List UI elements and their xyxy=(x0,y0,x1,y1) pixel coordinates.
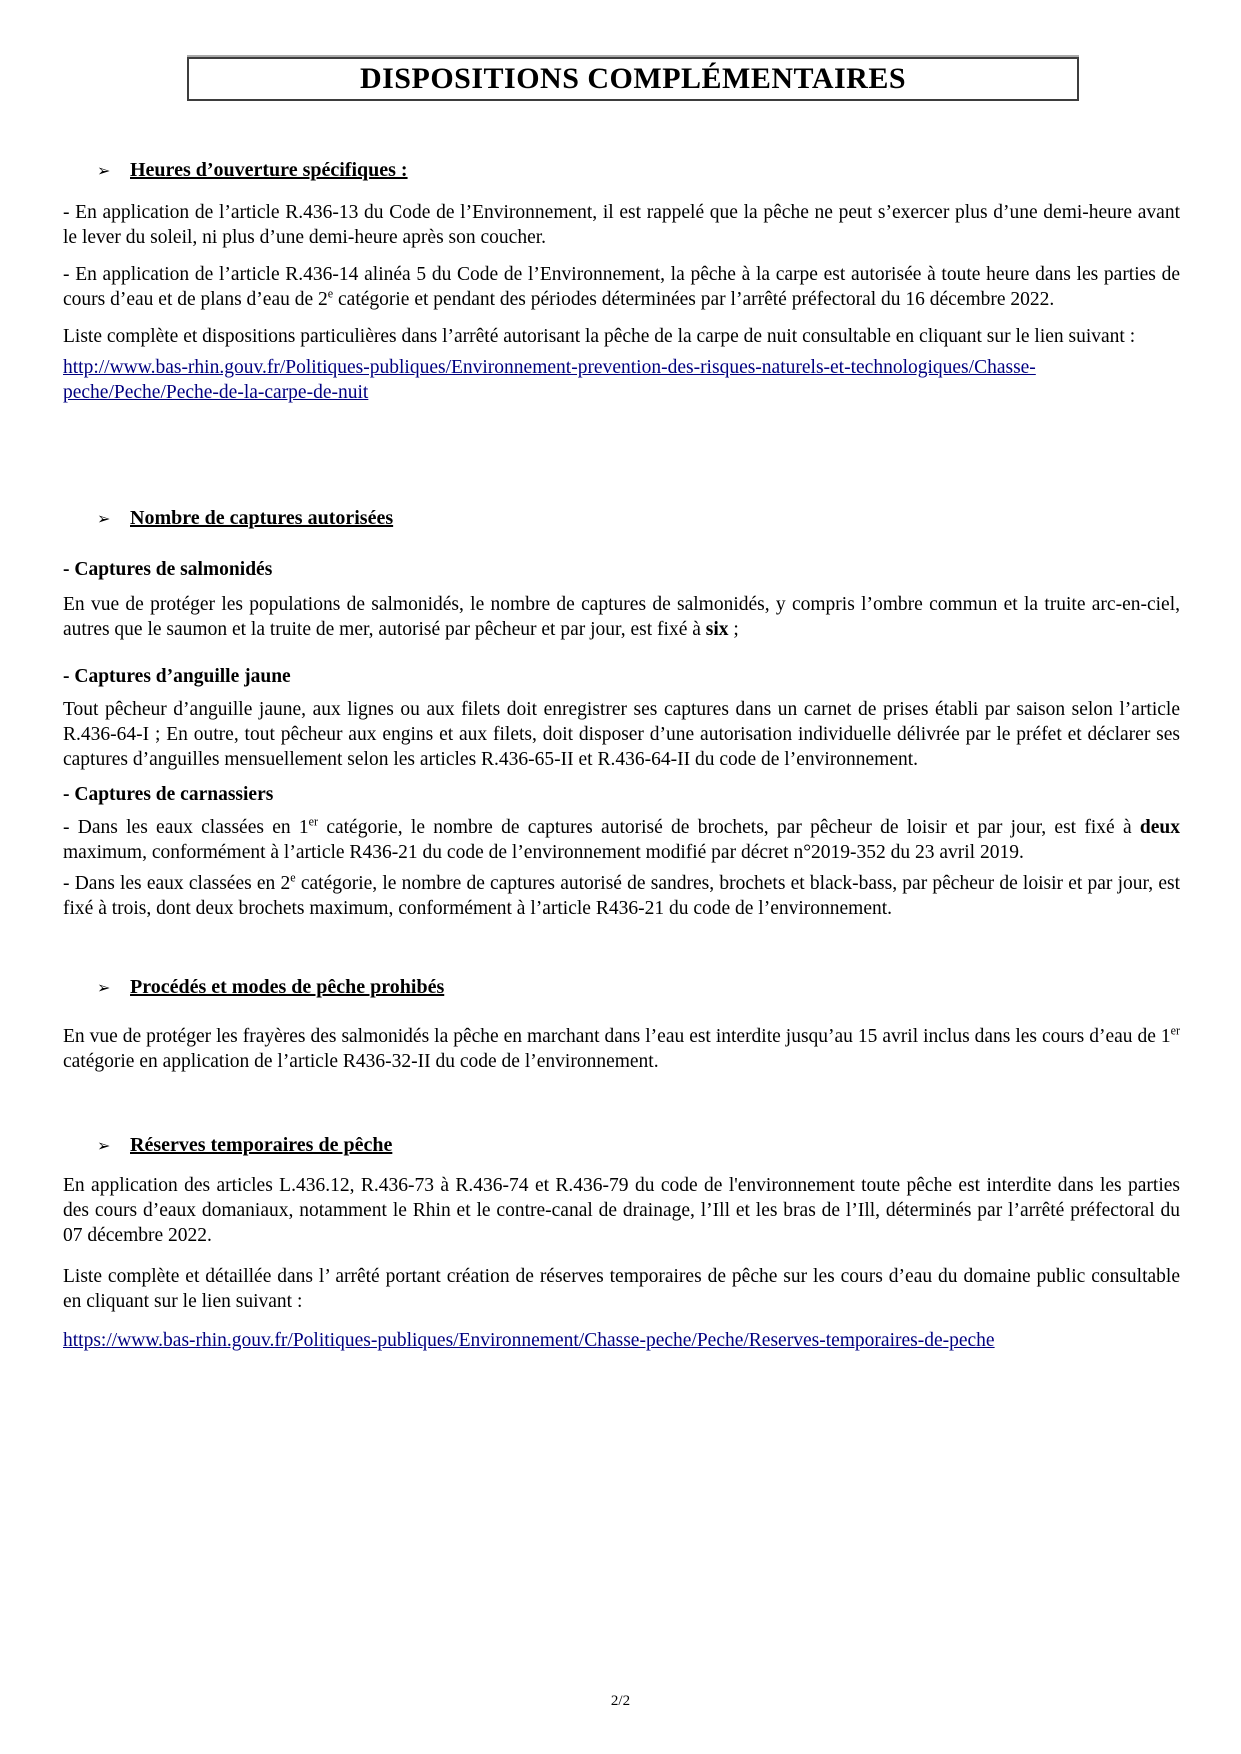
subheading-captures-anguille xyxy=(63,664,1180,689)
paragraph-text: ; xyxy=(728,619,739,640)
document-title: DISPOSITIONS COMPLÉMENTAIRES xyxy=(359,62,907,95)
ordinal-superscript: er xyxy=(308,814,319,829)
paragraph-text: catégorie, le nombre de captures autorisé de sandres, brochets et black-bass, par pêcheur de loisir et par jour, est fixé à trois, dont deux brochets maximum, conformément à l’article R436-21 du code de l’environnement. xyxy=(63,873,1181,919)
paragraph-text: - En application de l’article R.436-14 alinéa 5 du Code de l’Environnement, la pêche à la carpe est autorisée à toute heure dans les parties de cours d’eau et de plans d’eau de 2 xyxy=(63,264,1180,310)
paragraph-carnassiers-2e-categorie xyxy=(63,871,1180,921)
paragraph-text: maximum, conformément à l’article R436-21 du code de l’environnement modifié par décret n°2019-352 du 23 avril 2019. xyxy=(63,842,1024,863)
bold-deux: deux xyxy=(1139,817,1181,838)
paragraph-frayeres xyxy=(63,1024,1180,1074)
section-heading-text: Heures d’ouverture spécifiques : xyxy=(130,159,408,181)
paragraph-text: - En application de l’article R.436-13 du Code de l’Environnement, il est rappelé que la pêche ne peut s’exercer plus d’une demi-heure avant le lever du soleil, ni plus d’une demi-heure après son coucher. xyxy=(63,202,1180,248)
arrow-bullet-icon: ➢ xyxy=(97,978,111,997)
arrow-bullet-icon: ➢ xyxy=(97,161,111,180)
paragraph-text: Tout pêcheur d’anguille jaune, aux lignes ou aux filets doit enregistrer ses captures dans un carnet de prises établi par saison selon l’article R.436-64-I ; En outre, tout pêcheur aux engins et aux filets, doit disposer d’une autorisation individuelle délivrée par le préfet et déclarer ses captures d’anguilles mensuellement selon les articles R.436-65-II et R.436-64-II du code de l’environnement. xyxy=(63,699,1180,770)
ordinal-superscript: er xyxy=(1170,1023,1180,1038)
paragraph-reserves xyxy=(63,1173,1180,1248)
section-heading-reserves-temporaires xyxy=(63,1132,1180,1159)
page-number xyxy=(0,1692,1241,1710)
paragraph-text: En vue de protéger les populations de salmonidés, le nombre de captures de salmonidés, y compris l’ombre commun et la truite arc-en-ciel, autres que le saumon et la truite de mer, autorisé par pêcheur et par jour, est fixé à xyxy=(63,594,1180,640)
paragraph-carnassiers-1ere-categorie xyxy=(63,815,1180,865)
section-heading-procedes-prohibes xyxy=(63,974,1180,1001)
paragraph-text: - Dans les eaux classées en 2 xyxy=(63,873,291,894)
paragraph-anguille xyxy=(63,697,1180,772)
paragraph-salmonides xyxy=(63,592,1180,642)
ordinal-superscript: e xyxy=(290,870,296,885)
subheading-text: - Captures de salmonidés xyxy=(63,559,273,580)
arrow-bullet-icon: ➢ xyxy=(97,509,111,528)
section-heading-heures-ouverture xyxy=(63,157,1180,184)
bold-six: six xyxy=(705,619,729,640)
paragraph-text: En vue de protéger les frayères des salmonidés la pêche en marchant dans l’eau est interdite jusqu’au 15 avril inclus dans les cours d’eau de 1 xyxy=(63,1026,1171,1047)
paragraph-text: - Dans les eaux classées en 1 xyxy=(63,817,309,838)
section-heading-nombre-captures xyxy=(63,505,1180,532)
paragraph-liste-carpe-nuit xyxy=(63,324,1180,349)
link-reserves-temporaires[interactable]: https://www.bas-rhin.gouv.fr/Politiques-publiques/Environnement/Chasse-peche/Peche/Reserves-temporaires-de-peche xyxy=(63,1330,995,1351)
arrow-bullet-icon: ➢ xyxy=(97,1136,111,1155)
document-title-box xyxy=(187,57,1079,101)
paragraph-text: Liste complète et détaillée dans l’ arrêté portant création de réserves temporaires de pêche sur les cours d’eau du domaine public consultable en cliquant sur le lien suivant : xyxy=(63,1266,1180,1312)
paragraph-text: En application des articles L.436.12, R.436-73 à R.436-74 et R.436-79 du code de l'environnement toute pêche est interdite dans les parties des cours d’eaux domaniaux, notamment le Rhin et le contre-canal de drainage, l’Ill et les bras de l’Ill, déterminés par l’arrêté préfectoral du 07 décembre 2022. xyxy=(63,1175,1180,1246)
paragraph-r436-14 xyxy=(63,262,1180,312)
ordinal-superscript: e xyxy=(327,286,334,301)
paragraph-link-reserves xyxy=(63,1328,1180,1353)
subheading-captures-salmonides xyxy=(63,557,1180,582)
paragraph-link-carpe-nuit xyxy=(63,355,1180,405)
page-number-text: 2/2 xyxy=(610,1693,631,1709)
link-peche-carpe-de-nuit[interactable]: http://www.bas-rhin.gouv.fr/Politiques-publiques/Environnement-prevention-des-risques-naturels-et-technologiques/Chasse-peche/Peche/Peche-de-la-carpe-de-nuit xyxy=(63,357,1036,403)
section-heading-text: Réserves temporaires de pêche xyxy=(130,1134,393,1156)
paragraph-text: catégorie, le nombre de captures autorisé de brochets, par pêcheur de loisir et par jour, est fixé à xyxy=(318,817,1140,838)
subheading-captures-carnassiers xyxy=(63,782,1180,807)
paragraph-text: catégorie en application de l’article R436-32-II du code de l’environnement. xyxy=(63,1051,659,1072)
section-heading-text: Procédés et modes de pêche prohibés xyxy=(130,976,445,998)
section-heading-text: Nombre de captures autorisées xyxy=(130,507,394,529)
paragraph-liste-reserves xyxy=(63,1264,1180,1314)
subheading-text: - Captures d’anguille jaune xyxy=(63,666,291,687)
paragraph-text: catégorie et pendant des périodes déterminées par l’arrêté préfectoral du 16 décembre 2022. xyxy=(333,289,1055,310)
subheading-text: - Captures de carnassiers xyxy=(63,784,274,805)
paragraph-r436-13 xyxy=(63,200,1180,250)
paragraph-text: Liste complète et dispositions particulières dans l’arrêté autorisant la pêche de la carpe de nuit consultable en cliquant sur le lien suivant : xyxy=(63,326,1136,347)
